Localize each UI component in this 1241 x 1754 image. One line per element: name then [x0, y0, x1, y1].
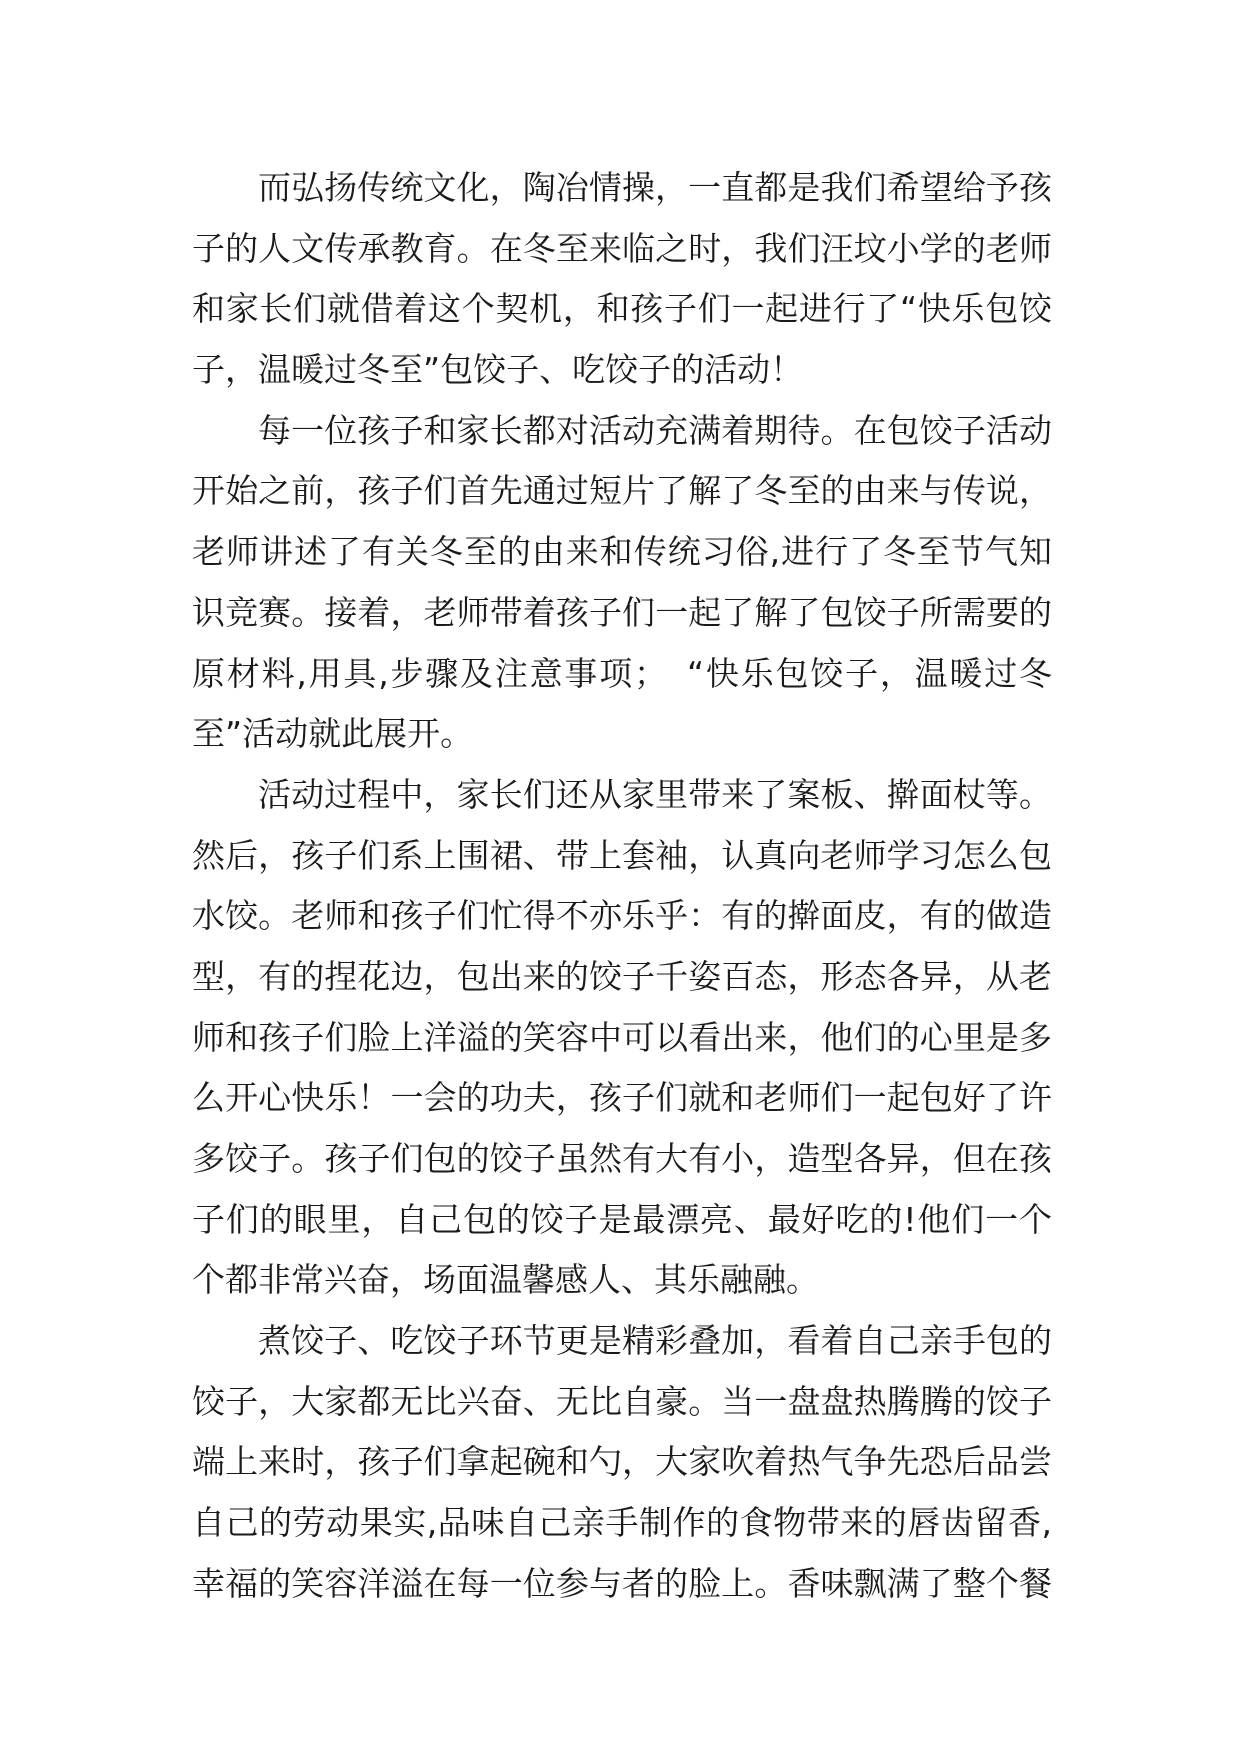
text-line: 幸福的笑容洋溢在每一位参与者的脸上。香味飘满了整个餐 [192, 1563, 1052, 1603]
text-line: 饺子，大家都无比兴奋、无比自豪。当一盘盘热腾腾的饺子 [192, 1381, 1052, 1421]
text-line: 自己的劳动果实,品味自己亲手制作的食物带来的唇齿留香, [192, 1503, 1052, 1543]
text-line: 型，有的捏花边，包出来的饺子千姿百态，形态各异，从老 [192, 956, 1052, 996]
text-line: 至”活动就此展开。 [192, 714, 474, 754]
text-line: 老师讲述了有关冬至的由来和传统习俗,进行了冬至节气知 [192, 532, 1052, 572]
document-body [192, 158, 1052, 1615]
text-line: 多饺子。孩子们包的饺子虽然有大有小，造型各异，但在孩 [192, 1139, 1052, 1178]
text-line: 么开心快乐！一会的功夫，孩子们就和老师们一起包好了许 [192, 1078, 1052, 1118]
paragraph-3 [192, 765, 1052, 1311]
text-line: 子的人文传承教育。在冬至来临之时，我们汪坟小学的老师 [192, 228, 1052, 268]
text-line: 而弘扬传统文化，陶冶情操，一直都是我们希望给予孩 [258, 168, 1052, 207]
text-line: 原材料,用具,步骤及注意事项； “快乐包饺子，温暖过冬 [192, 653, 1052, 693]
text-line: 和家长们就借着这个契机，和孩子们一起进行了“快乐包饺 [192, 289, 1052, 329]
text-line: 识竞赛。接着，老师带着孩子们一起了解了包饺子所需要的 [192, 592, 1052, 632]
paragraph-1 [192, 158, 1052, 401]
text-line: 个都非常兴奋，场面温馨感人、其乐融融。 [192, 1260, 819, 1300]
text-line: 子们的眼里，自己包的饺子是最漂亮、最好吃的!他们一个 [192, 1199, 1052, 1239]
text-line: 端上来时，孩子们拿起碗和勺，大家吹着热气争先恐后品尝 [192, 1442, 1052, 1482]
text-line: 师和孩子们脸上洋溢的笑容中可以看出来，他们的心里是多 [192, 1017, 1052, 1057]
text-line: 水饺。老师和孩子们忙得不亦乐乎：有的擀面皮，有的做造 [192, 896, 1052, 936]
text-line: 煮饺子、吃饺子环节更是精彩叠加，看着自己亲手包的 [258, 1321, 1052, 1361]
text-line: 每一位孩子和家长都对活动充满着期待。在包饺子活动 [258, 410, 1052, 450]
text-line: 活动过程中，家长们还从家里带来了案板、擀面杖等。 [258, 774, 1052, 814]
paragraph-4 [192, 1311, 1052, 1614]
text-line: 子，温暖过冬至”包饺子、吃饺子的活动！ [192, 350, 804, 390]
text-line: 然后，孩子们系上围裙、带上套袖，认真向老师学习怎么包 [192, 835, 1052, 875]
paragraph-2 [192, 401, 1052, 765]
text-line: 开始之前，孩子们首先通过短片了解了冬至的由来与传说， [192, 471, 1052, 511]
